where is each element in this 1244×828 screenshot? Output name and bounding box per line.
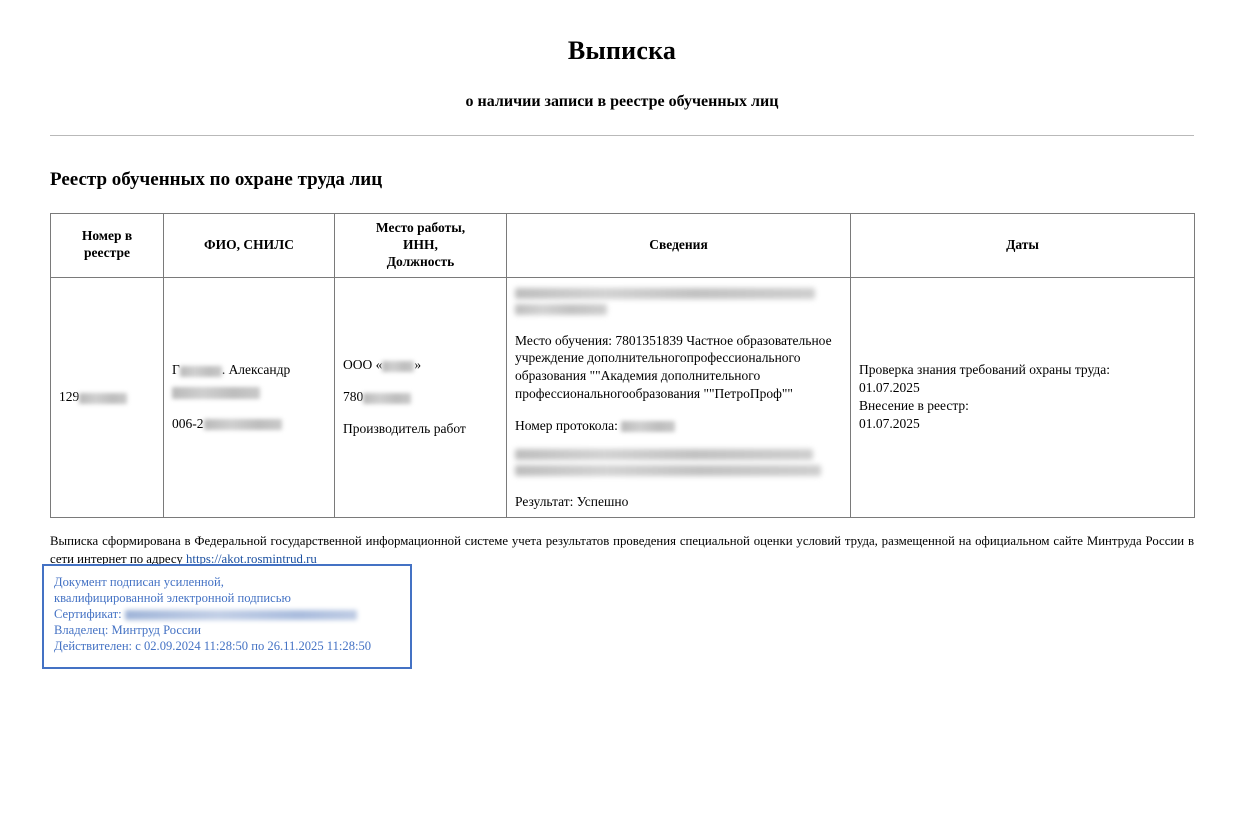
cell-info xyxy=(507,277,851,517)
snils-prefix: 006-2 xyxy=(172,415,204,431)
workplace-header-line-1: Место работы, xyxy=(375,220,466,235)
info-protocol-label: Номер протокола: xyxy=(515,417,618,433)
redacted-org-name xyxy=(382,361,414,372)
redacted-registry-number xyxy=(79,393,127,404)
date-registry-label: Внесение в реестр: xyxy=(859,398,969,414)
date-check-label: Проверка знания требований охраны труда: xyxy=(859,362,1110,378)
column-header-name-snils: ФИО, СНИЛС xyxy=(164,214,335,278)
column-header-dates: Даты xyxy=(851,214,1195,278)
redacted-info-block-top xyxy=(515,288,842,320)
redacted-certificate-number xyxy=(125,610,357,620)
column-header-workplace xyxy=(335,214,507,278)
info-place-of-study: Место обучения: 7801351839 Частное образовательное учреждение дополнительногопрофессионального образования ""Академия дополнительного профессиональногообразования ""ПетроПроф"" xyxy=(515,332,832,402)
position-value: Производитель работ xyxy=(343,420,466,436)
redacted-inn xyxy=(363,393,411,404)
workplace-header-line-2: ИНН, xyxy=(403,236,438,252)
document-page xyxy=(0,36,1244,828)
signature-line-1: Документ подписан усиленной, xyxy=(54,575,224,589)
column-header-info: Сведения xyxy=(507,214,851,278)
table-row xyxy=(51,277,1195,517)
redacted-surname xyxy=(180,366,222,377)
signature-certificate xyxy=(54,606,400,622)
electronic-signature-stamp xyxy=(42,564,412,669)
info-result: Результат: Успешно xyxy=(515,493,629,509)
date-registry-value: 01.07.2025 xyxy=(859,415,920,431)
signature-line-2: квалифицированной электронной подписью xyxy=(54,591,291,606)
org-name-suffix: » xyxy=(414,357,422,373)
cell-dates xyxy=(851,277,1195,517)
header-divider xyxy=(50,135,1194,136)
inn-prefix: 780 xyxy=(343,389,364,405)
column-header-registry-number: Номер в реестре xyxy=(51,214,164,278)
page-title: Выписка xyxy=(567,36,677,65)
cell-name-snils xyxy=(164,277,335,517)
table-header-row xyxy=(51,214,1195,278)
footer-note-text: Выписка сформирована в Федеральной государственной информационной системе учета результатов проведения специальной оценки условий труда, размещенной на официальном сайте Минтруда России в сети интернет по адресу xyxy=(50,533,1194,567)
page-subtitle: о наличии записи в реестре обученных лиц xyxy=(465,93,779,110)
registry-number-value: 129 xyxy=(59,389,80,405)
signature-owner xyxy=(54,622,400,638)
redacted-info-block-bottom xyxy=(515,449,842,481)
signature-owner-value: Минтруд России xyxy=(111,623,202,638)
cell-registry-number xyxy=(51,277,164,517)
workplace-header-line-3: Должность xyxy=(386,253,455,269)
date-check-value: 01.07.2025 xyxy=(859,380,920,396)
redacted-protocol-number xyxy=(621,421,675,432)
cell-workplace xyxy=(335,277,507,517)
rosmintrud-link[interactable]: https://akot.rosmintrud.ru xyxy=(186,552,317,567)
signature-owner-label: Владелец: xyxy=(54,623,109,638)
person-name-middle: . Александр xyxy=(221,362,291,378)
signature-validity-label: Действителен: xyxy=(54,639,133,654)
redacted-patronymic xyxy=(172,387,260,399)
section-title: Реестр обученных по охране труда лиц xyxy=(50,169,383,190)
redacted-snils xyxy=(204,419,282,430)
signature-certificate-label: Сертификат: xyxy=(54,607,122,622)
signature-validity-value: с 02.09.2024 11:28:50 по 26.11.2025 11:28:50 xyxy=(135,639,372,654)
signature-validity xyxy=(54,638,400,654)
org-name-prefix: ООО « xyxy=(343,357,383,373)
person-name-prefix: Г xyxy=(172,362,180,378)
registry-table xyxy=(50,213,1195,518)
